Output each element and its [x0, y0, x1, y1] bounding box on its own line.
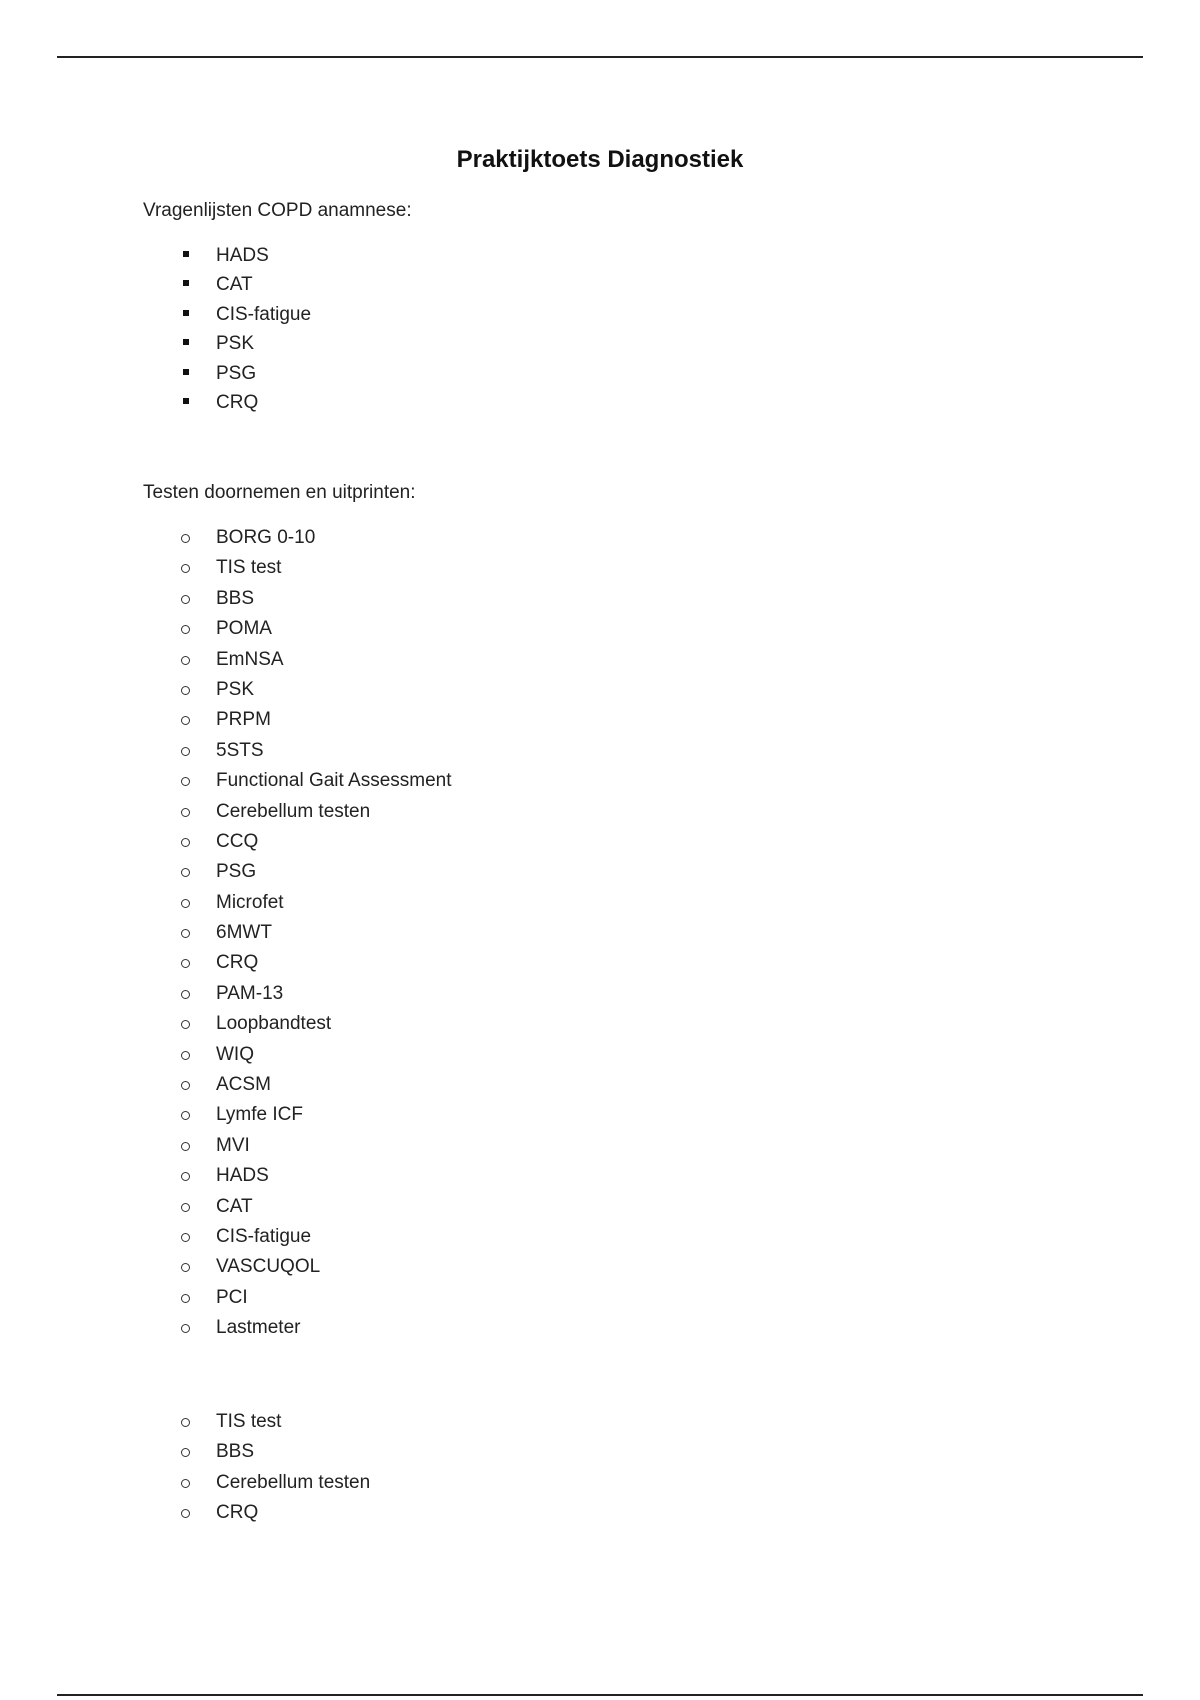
- circle-bullet-icon: [181, 838, 190, 847]
- list-item-label: Lastmeter: [216, 1317, 301, 1339]
- list-item-label: 6MWT: [216, 922, 272, 944]
- circle-bullet-icon: [181, 990, 190, 999]
- list-item-label: CRQ: [216, 952, 259, 974]
- list-item-label: MVI: [216, 1134, 250, 1156]
- section-heading-copd: Vragenlijsten COPD anamnese:: [143, 200, 412, 221]
- list-item-label: 5STS: [216, 739, 264, 761]
- list-item-label: CIS-fatigue: [216, 1225, 312, 1247]
- list-item-label: HADS: [216, 1165, 269, 1187]
- section-heading-tests: Testen doornemen en uitprinten:: [143, 482, 416, 503]
- list-item-label: CRQ: [216, 1502, 259, 1524]
- list-item-label: BBS: [216, 1441, 255, 1463]
- circle-bullet-icon: [181, 1172, 190, 1181]
- list-item-label: PAM-13: [216, 982, 284, 1004]
- circle-bullet-icon: [181, 656, 190, 665]
- circle-bullet-icon: [181, 1203, 190, 1212]
- circle-bullet-icon: [181, 686, 190, 695]
- square-bullet-icon: [183, 339, 189, 345]
- header-rule: [57, 56, 1143, 58]
- square-bullet-icon: [183, 369, 189, 375]
- circle-bullet-icon: [181, 1142, 190, 1151]
- circle-bullet-icon: [181, 1509, 190, 1518]
- list-item-label: Cerebellum testen: [216, 1471, 371, 1493]
- circle-bullet-icon: [181, 1418, 190, 1427]
- list-item-label: PSG: [216, 861, 257, 883]
- list-item-label: Lymfe ICF: [216, 1104, 303, 1126]
- circle-bullet-icon: [181, 564, 190, 573]
- list-item-label: WIQ: [216, 1043, 254, 1065]
- circle-bullet-icon: [181, 716, 190, 725]
- circle-bullet-icon: [181, 595, 190, 604]
- list-item-label: Cerebellum testen: [216, 800, 371, 822]
- list-item-label: PRPM: [216, 709, 271, 731]
- list-item-label: Functional Gait Assessment: [216, 770, 452, 792]
- list-item-label: CIS-fatigue: [216, 303, 312, 325]
- list-item-label: CAT: [216, 274, 253, 296]
- circle-bullet-icon: [181, 1294, 190, 1303]
- list-item-label: ACSM: [216, 1074, 271, 1096]
- list-item-label: PCI: [216, 1286, 248, 1308]
- circle-bullet-icon: [181, 1479, 190, 1488]
- list-item-label: PSK: [216, 678, 255, 700]
- square-bullet-icon: [183, 398, 189, 404]
- list-item-label: CRQ: [216, 391, 259, 413]
- circle-bullet-icon: [181, 1051, 190, 1060]
- circle-bullet-icon: [181, 1020, 190, 1029]
- list-item-label: HADS: [216, 245, 269, 266]
- circle-bullet-icon: [181, 625, 190, 634]
- list-item-label: PSG: [216, 362, 257, 384]
- list-item-label: POMA: [216, 618, 272, 640]
- list-item-label: TIS test: [216, 1411, 282, 1432]
- square-bullet-icon: [183, 310, 189, 316]
- list-item-label: Loopbandtest: [216, 1013, 332, 1035]
- document-title: Praktijktoets Diagnostiek: [456, 146, 744, 173]
- list-item-label: CCQ: [216, 830, 259, 852]
- square-bullet-icon: [183, 280, 189, 286]
- circle-bullet-icon: [181, 747, 190, 756]
- circle-bullet-icon: [181, 868, 190, 877]
- footer-rule: [57, 1694, 1143, 1696]
- circle-bullet-icon: [181, 1448, 190, 1457]
- list-item-label: BORG 0-10: [216, 527, 316, 548]
- list-item-label: Microfet: [216, 891, 284, 913]
- circle-bullet-icon: [181, 1233, 190, 1242]
- list-item-label: CAT: [216, 1195, 253, 1217]
- circle-bullet-icon: [181, 808, 190, 817]
- list-item-label: PSK: [216, 333, 255, 355]
- circle-bullet-icon: [181, 899, 190, 908]
- circle-bullet-icon: [181, 1324, 190, 1333]
- list-item-label: EmNSA: [216, 648, 284, 670]
- list-item-label: VASCUQOL: [216, 1256, 321, 1278]
- circle-bullet-icon: [181, 1263, 190, 1272]
- circle-bullet-icon: [181, 777, 190, 786]
- circle-bullet-icon: [181, 1081, 190, 1090]
- circle-bullet-icon: [181, 1111, 190, 1120]
- circle-bullet-icon: [181, 534, 190, 543]
- list-item-label: BBS: [216, 587, 255, 609]
- list-item-label: TIS test: [216, 557, 282, 579]
- square-bullet-icon: [183, 251, 189, 257]
- circle-bullet-icon: [181, 929, 190, 938]
- circle-bullet-icon: [181, 959, 190, 968]
